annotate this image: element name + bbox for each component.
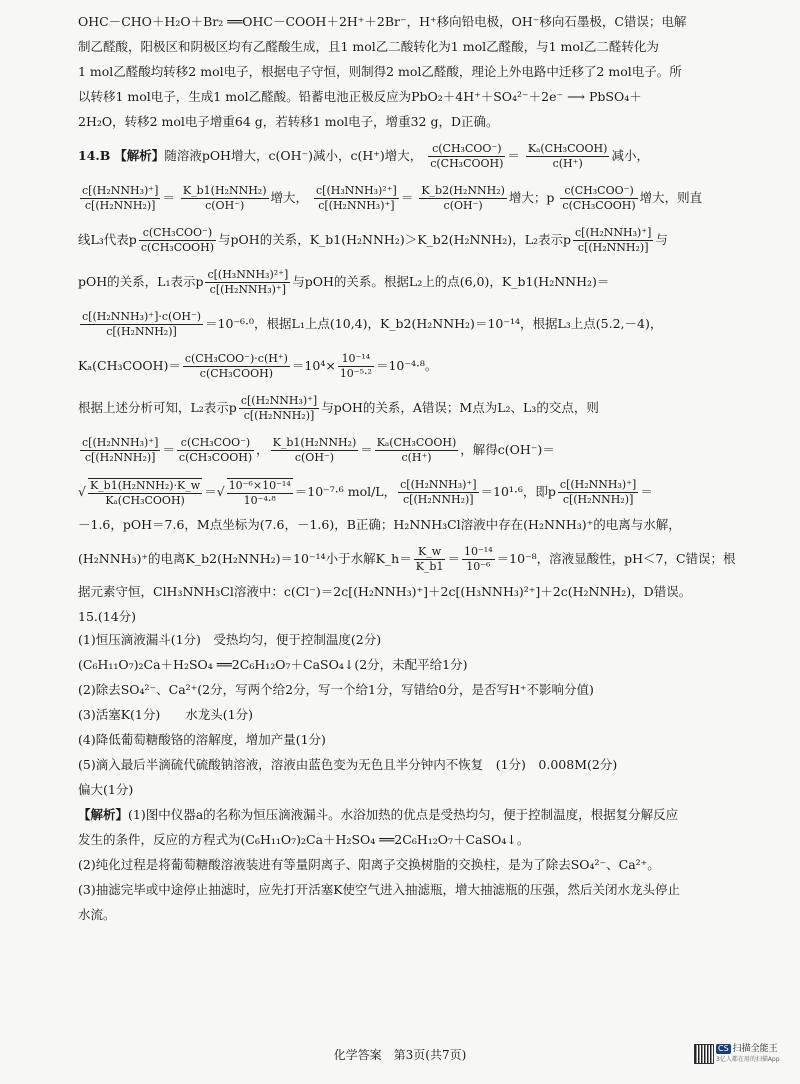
analysis-line: (3)抽滤完毕或中途停止抽滤时，应先打开活塞K使空气进入抽滤瓶，增大抽滤瓶的压强，然后关闭水龙头停止 xyxy=(78,882,681,897)
fraction: $\frac{\text{K\_b2(H₂NNH₂)}}{c(OH^-)}$ xyxy=(421,184,505,212)
answer-line: (4)降低葡萄糖酸铬的溶解度，增加产量(1分) xyxy=(78,732,326,747)
q14-line-8 xyxy=(78,431,718,469)
text-run: 根据上述分析可知，L₂表示p xyxy=(78,400,237,415)
fraction: $\frac{\text{10⁻¹⁴}}{\text{10⁻⁵·²}}$ xyxy=(339,352,372,380)
q15-header: 15.(14分) xyxy=(78,609,137,624)
fraction: $\frac{K\_w}{K\_b1}$ xyxy=(415,545,444,573)
q14-line-9 xyxy=(78,473,718,511)
analysis-line: 发生的条件，反应的方程式为(C₆H₁₁O₇)₂Ca＋H₂SO₄ ══2C₆H₁₂O₇＋CaSO₄↓。 xyxy=(78,832,530,847)
text-run: ＝ xyxy=(400,190,414,205)
fraction: $\frac{\text{c(CH₃COO⁻)·c(H⁺)}}{\text{c(CH₃COOH)}}$ xyxy=(184,352,288,380)
text-line: OHC－CHO＋H₂O＋Br₂ ══OHC－COOH＋2H⁺＋2Br⁻，H⁺移向铅电极，OH⁻移向石墨极，C错误；电解 xyxy=(78,14,687,29)
text-run: 增大，则直 xyxy=(639,190,703,205)
text-line: 2H₂O，转移2 mol电子增重64 g，若转移1 mol电子，增重32 g，D正确。 xyxy=(78,114,499,129)
fraction: $\frac{\text{10⁻¹⁴}}{\text{10⁻⁶}}$ xyxy=(464,545,493,573)
scanner-name: 扫描全能王 xyxy=(732,1044,778,1054)
fraction: $\frac{\text{c[(H₂NNH₃)⁺]}}{\text{c[(H₂NNH₂)]}}$ xyxy=(82,436,159,464)
text-run: (1)图中仪器a的名称为恒压滴液漏斗。水浴加热的优点是受热均匀，便于控制温度，根据复分解反应 xyxy=(128,807,679,822)
fraction: $\frac{\text{K\_b1(H₂NNH₂)}}{c(OH^-)}$ xyxy=(272,436,357,464)
fraction: $\frac{\text{c(CH₃COO⁻)}}{\text{c(CH₃COOH)}}$ xyxy=(140,226,215,254)
text-run: ＝10⁻⁴·⁸。 xyxy=(375,358,438,373)
text-run: Kₐ(CH₃COOH)＝ xyxy=(78,358,181,373)
q14-line-7 xyxy=(78,389,718,427)
fraction: $\frac{\text{c[(H₂NNH₃)⁺]}}{\text{c[(H₂NNH₂)]}}$ xyxy=(559,478,637,506)
text-run: 增大， xyxy=(270,190,309,205)
fraction: $\frac{\text{c(CH₃COO⁻)}}{\text{c(CH₃COOH)}}$ xyxy=(430,142,504,170)
text-run: 与pOH的关系。根据L₂上的点(6,0)，K_b1(H₂NNH₂)＝ xyxy=(292,274,610,289)
q14-line-5 xyxy=(78,305,718,343)
fraction: $\frac{\text{c[(H₂NNH₃)⁺]}}{\text{c[(H₂NNH₂)]}}$ xyxy=(400,478,477,506)
q14-section xyxy=(78,137,736,601)
fraction: $\frac{\text{K\_b1(H₂NNH₂)·K\_w}}{\text{Kₐ(CH₃COOH)}}$ xyxy=(89,478,201,507)
text-run: ＝10¹·⁶，即p xyxy=(480,484,556,499)
fraction: $\frac{\text{Kₐ(CH₃COOH)}}{c(H^+)}$ xyxy=(376,436,457,464)
answer-line: (1)恒压滴液漏斗(1分) 受热均匀，便于控制温度(2分) xyxy=(78,632,382,647)
text-line: 以转移1 mol电子，生成1 mol乙醛酸。铅蓄电池正极反应为PbO₂＋4H⁺＋SO₄²⁻＋2e⁻ ⟶ PbSO₄＋ xyxy=(78,89,642,104)
text-run: 与pOH的关系，A错误；M点为L₂、L₃的交点，则 xyxy=(321,400,599,415)
text-run: ＝10⁻⁶·⁰，根据L₁上点(10,4)，K_b2(H₂NNH₂)＝10⁻¹⁴，根据L₃上点(5.2,－4)， xyxy=(205,316,663,331)
text-run: 减小， xyxy=(611,148,649,163)
text-run: 增大；p xyxy=(508,190,555,205)
qr-code-icon xyxy=(694,1044,714,1064)
q14-line-12: 据元素守恒，ClH₃NNH₃Cl溶液中：c(Cl⁻)＝2c[(H₂NNH₃)⁺]＋2c[(H₃NNH₃)²⁺]＋2c(H₂NNH₂)，D错误。 xyxy=(78,584,692,599)
q14-line-10: －1.6，pOH＝7.6，M点坐标为(7.6，－1.6)，B正确；H₂NNH₃Cl溶液中存在(H₂NNH₃)⁺的电离与水解， xyxy=(78,517,681,532)
answer-line: (3)活塞K(1分) 水龙头(1分) xyxy=(78,707,253,722)
fraction: $\frac{\text{c[(H₂NNH₃)⁺]}}{\text{c[(H₂NNH₂)]}}$ xyxy=(575,226,652,254)
scanner-watermark xyxy=(716,1044,780,1065)
text-run: ＝ xyxy=(360,442,373,457)
text-run: ＝10⁻⁸，溶液显酸性，pH＜7，C错误；根 xyxy=(496,551,736,566)
q13-continuation xyxy=(78,12,718,131)
q14-line-4 xyxy=(78,263,718,301)
sqrt-symbol: √ xyxy=(78,484,86,499)
fraction: $\frac{\text{c[(H₂NNH₃)⁺]·c(OH⁻)}}{\text{c[(H₂NNH₂)]}}$ xyxy=(82,310,202,338)
analysis-line: 水流。 xyxy=(78,907,116,922)
text-run: ＝10⁴× xyxy=(291,358,336,373)
text-run: ＝ xyxy=(204,484,217,499)
text-run: 与pOH的关系，K_b1(H₂NNH₂)＞K_b2(H₂NNH₂)，L₂表示p xyxy=(218,232,572,247)
analysis-tag: 【解析】 xyxy=(114,148,165,163)
fraction: $\frac{\text{Kₐ(CH₃COOH)}}{c(H^+)}$ xyxy=(527,142,608,170)
q14-line-2 xyxy=(78,179,718,217)
text-run: ＝ xyxy=(640,484,653,499)
fraction: $\frac{\text{c[(H₂NNH₃)⁺]}}{\text{c[(H₂NNH₂)]}}$ xyxy=(240,394,318,422)
sqrt-symbol: √ xyxy=(216,484,225,499)
q14-line-3 xyxy=(78,221,718,259)
fraction: $\frac{\text{K\_b1(H₂NNH₂)}}{c(OH^-)}$ xyxy=(182,184,267,212)
q14-line-11 xyxy=(78,540,736,578)
answer-line: (5)滴入最后半滴硫代硫酸钠溶液，溶液由蓝色变为无色且半分钟内不恢复 (1分) 0.008M(2分) xyxy=(78,757,618,772)
q15-section xyxy=(78,607,718,924)
analysis-line: (2)纯化过程是将葡萄糖酸溶液装进有等量阴离子、阳离子交换树脂的交换柱，是为了除去SO₄²⁻、Ca²⁺。 xyxy=(78,857,660,872)
text-run: ＝ xyxy=(507,148,520,163)
q14-label: 14.B xyxy=(78,148,111,163)
text-run: ＝ xyxy=(447,551,460,566)
analysis-tag: 【解析】 xyxy=(78,807,129,822)
text-line: 1 mol乙醛酸均转移2 mol电子，根据电子守恒，则制得2 mol乙醛酸，理论上外电路中迁移了2 mol电子。所 xyxy=(78,64,682,79)
q14-line-6 xyxy=(78,347,718,385)
scanner-subtitle: 3亿人都在用的扫描App xyxy=(716,1056,780,1063)
fraction: $\frac{\text{c[(H₃NNH₃)²⁺]}}{\text{c[(H₂NNH₃)⁺]}}$ xyxy=(316,184,397,212)
answer-page xyxy=(78,12,736,930)
q14-line-1 xyxy=(78,137,718,175)
text-run: 与 xyxy=(655,232,668,247)
fraction: $\frac{\text{c[(H₂NNH₃)⁺]}}{\text{c[(H₂NNH₂)]}}$ xyxy=(82,184,159,212)
scanner-logo-badge: CS xyxy=(718,1044,729,1053)
fraction: $\frac{\text{c[(H₃NNH₃)²⁺]}}{\text{c[(H₂NNH₃)⁺]}}$ xyxy=(207,268,289,296)
text-run: 随溶液pOH增大，c(OH⁻)减小，c(H⁺)增大， xyxy=(164,148,423,163)
text-run: ＝10⁻⁷·⁶ mol/L， xyxy=(294,484,397,499)
answer-line: (C₆H₁₁O₇)₂Ca＋H₂SO₄ ══2C₆H₁₂O₇＋CaSO₄↓(2分，未配平给1分) xyxy=(78,657,468,672)
text-run: pOH的关系，L₁表示p xyxy=(78,274,204,289)
text-line: 制乙醛酸，阳极区和阴极区均有乙醛酸生成，且1 mol乙二酸转化为1 mol乙醛酸，与1 mol乙二醛转化为 xyxy=(78,39,659,54)
page-footer: 化学答案 第3页(共7页) xyxy=(333,1048,467,1062)
fraction: $\frac{\text{c(CH₃COO⁻)}}{\text{c(CH₃COOH)}}$ xyxy=(562,184,636,212)
answer-line: (2)除去SO₄²⁻、Ca²⁺(2分，写两个给2分，写一个给1分，写错给0分，是否写H⁺不影响分值) xyxy=(78,682,594,697)
text-run: ，解得c(OH⁻)＝ xyxy=(460,442,555,457)
analysis-line xyxy=(78,805,718,824)
fraction: $\frac{\text{c(CH₃COO⁻)}}{\text{c(CH₃COOH)}}$ xyxy=(178,436,253,464)
fraction: $\frac{\text{10⁻⁶×10⁻¹⁴}}{\text{10⁻⁴·⁸}}$ xyxy=(228,478,291,507)
text-run: ＝ xyxy=(162,190,175,205)
text-run: 线L₃代表p xyxy=(78,232,137,247)
answer-line: 偏大(1分) xyxy=(78,782,134,797)
text-run: ， xyxy=(256,442,269,457)
text-run: ＝ xyxy=(162,442,175,457)
text-run: (H₂NNH₃)⁺的电离K_b2(H₂NNH₂)＝10⁻¹⁴小于水解K_h＝ xyxy=(78,551,412,566)
